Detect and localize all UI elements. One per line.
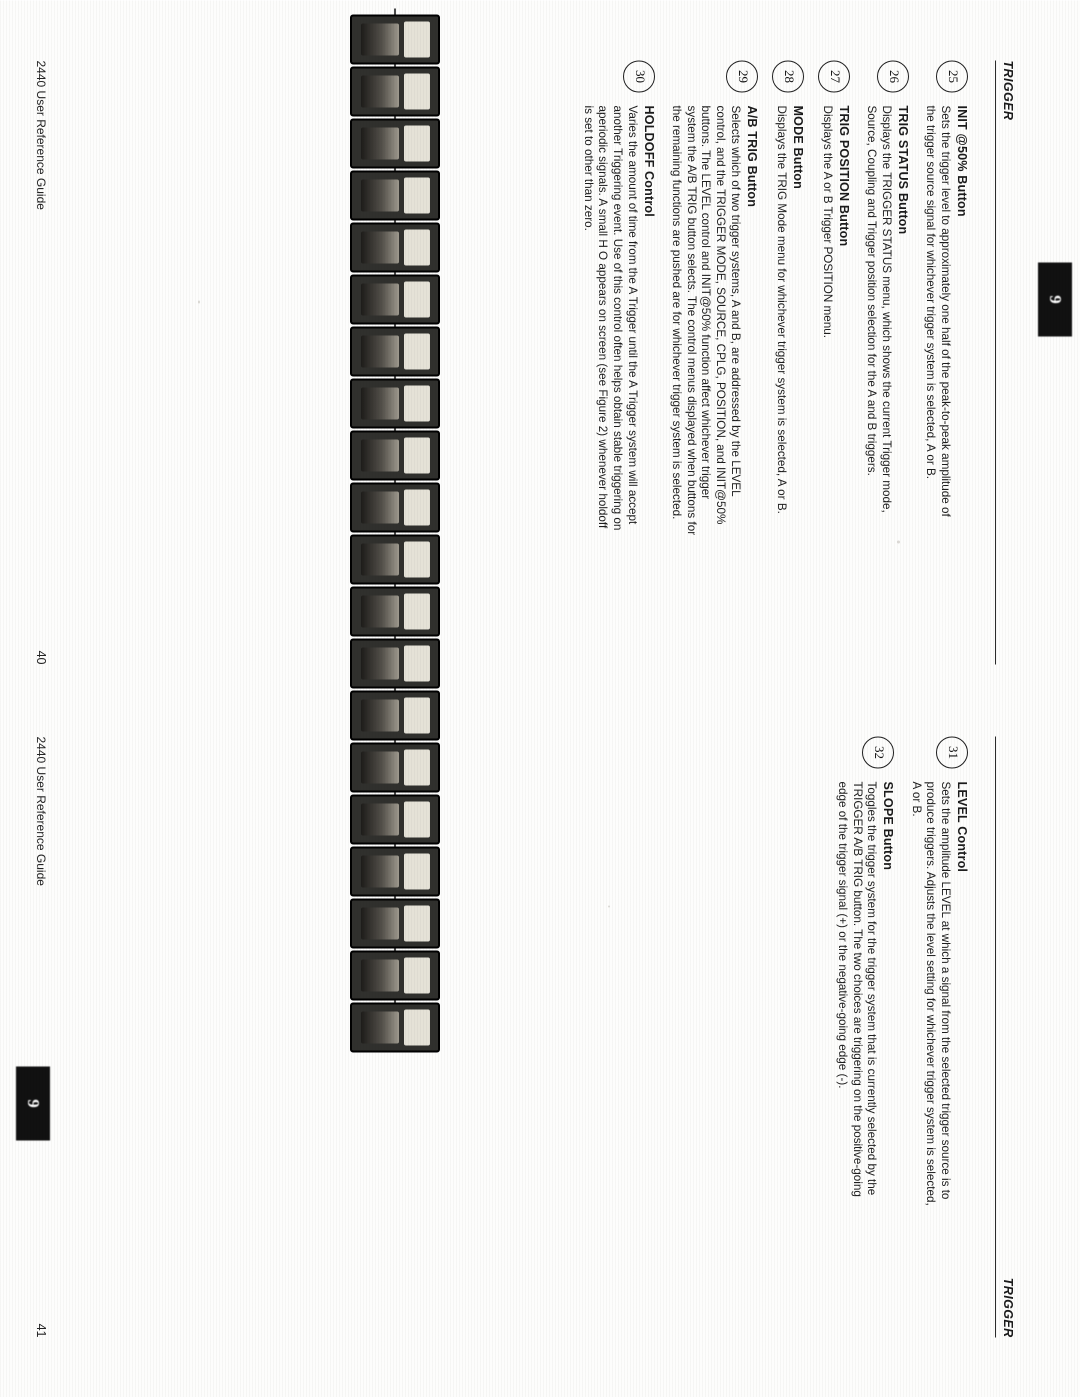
callout-number-29: 29 — [726, 60, 758, 92]
callout-entry-28 — [772, 60, 805, 664]
callout-title-30: HOLDOFF Control — [641, 105, 656, 217]
page-footer-guide-left: 2440 User Reference Guide — [34, 60, 48, 210]
callout-entry-32 — [834, 736, 895, 1337]
callout-number-28: 28 — [772, 60, 804, 92]
callout-list-right — [834, 736, 969, 1337]
section-tab-marker-right: 9 — [16, 1066, 50, 1140]
callout-title-31: LEVEL Control — [955, 781, 969, 872]
callout-number-32: 32 — [862, 736, 894, 768]
callout-entry-30 — [580, 60, 655, 664]
callout-title-27: TRIG POSITION Button — [836, 105, 851, 246]
callout-text-31: Sets the amplitude LEVEL at which a signal from the selected trigger source is to produce triggers. Adjusts the level setting for whichever trigger system is selected, A or B. — [909, 781, 952, 1206]
callout-title-26: TRIG STATUS Button — [895, 105, 910, 234]
page-header-right — [995, 736, 1024, 1337]
callout-title-25: INIT @50% Button — [955, 105, 969, 217]
callout-text-30: Varies the amount of time from the A Trigger until the A Trigger system will accept another Triggering event. Use of this control often helps obtain stable triggering on aperiodic signals. A small H O appears on screen (see Figure 2) whenever holdoff is set to other than zero. — [581, 105, 639, 530]
callout-entry-25 — [923, 60, 969, 664]
callout-entry-31 — [908, 736, 969, 1337]
callout-text-28: Displays the TRIG Mode menu for whichever trigger system is selected, A or B. — [774, 105, 788, 514]
scan-speck — [897, 540, 900, 543]
callout-number-31: 31 — [936, 736, 968, 768]
callout-text-32: Toggles the trigger system for the trigger system that is currently selected by the TRIGGER A/B TRIG button. The two choices are triggering on the positive-going edge of the trigger signal (+) or the negative-going edge (-). — [836, 781, 879, 1197]
callout-number-27: 27 — [818, 60, 850, 92]
scan-speck — [198, 300, 200, 303]
callout-text-26: Displays the TRIGGER STATUS menu, which shows the current Trigger mode, Source, Coupling and Trigger position selection for the A and B triggers. — [865, 105, 893, 513]
callout-number-26: 26 — [877, 60, 909, 92]
callout-title-32: SLOPE Button — [881, 781, 896, 870]
callout-entry-29 — [669, 60, 759, 664]
callout-list-left — [580, 60, 969, 664]
section-header-label-right: TRIGGER — [1001, 1277, 1015, 1337]
page-number-left: 40 — [34, 650, 48, 664]
page-number-right: 41 — [34, 1323, 48, 1337]
section-tab-marker-left: 9 — [1038, 262, 1072, 336]
callout-title-28: MODE Button — [790, 105, 805, 189]
callout-entry-26 — [864, 60, 910, 664]
callout-text-27: Displays the A or B Trigger POSITION menu. — [820, 105, 834, 338]
callout-number-30: 30 — [623, 60, 655, 92]
scan-speck — [608, 905, 610, 907]
section-header-label-left: TRIGGER — [1001, 60, 1015, 120]
callout-title-29: A/B TRIG Button — [744, 105, 759, 207]
page-right — [0, 700, 1080, 1397]
callout-number-25: 25 — [936, 60, 968, 92]
page-header-left — [995, 60, 1024, 664]
callout-text-29: Selects which of two trigger systems, A and B, are addressed by the LEVEL control, and the TRIGGER MODE, SOURCE, CPLG, POSITION, and INIT@50% buttons. The LEVEL control and INIT@50% function affect whichever trigger system the A/B TRIG button selects. The control menus displayed when buttons for the remaining functions are pushed are for whichever trigger system is selected. — [670, 105, 742, 535]
callout-text-25: Sets the trigger level to approximately one half of the peak-to-peak amplitude of the trigger source signal for whichever trigger system is selected, A or B. — [924, 105, 952, 517]
callout-entry-27 — [818, 60, 851, 664]
page-footer-guide-right: 2440 User Reference Guide — [34, 736, 48, 886]
